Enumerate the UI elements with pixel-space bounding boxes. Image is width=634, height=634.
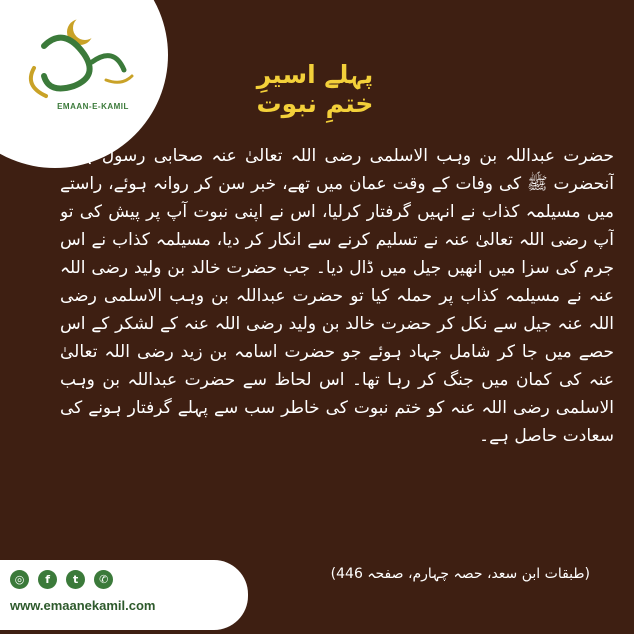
emaan-e-kamil-logo [4,6,144,106]
logo-caption: EMAAN-E-KAMIL [57,102,129,111]
whatsapp-icon[interactable]: ✆ [94,570,113,589]
instagram-icon[interactable]: ◎ [10,570,29,589]
twitter-icon[interactable]: t [66,570,85,589]
website-link[interactable]: www.emaanekamil.com [10,598,156,613]
facebook-icon[interactable]: f [38,570,57,589]
post-body: حضرت عبداللہ بن وہب الاسلمی رضی اللہ تعالیٰ عنہ صحابی رسول ہیں، آنحضرت ﷺ کی وفات کے وقت عمان میں تھے، خبر سن کر روانہ ہوئے، راستے میں مسیلمہ کذاب نے انہیں گرفتار کرلیا، اس نے اپنی نبوت آپ پر پیش کی تو آپ رضی اللہ تعالیٰ عنہ نے تسلیم کرنے سے انکار کر دیا، مسیلمہ کذاب نے اس جرم کی سزا میں انھیں جیل میں ڈال دیا۔ جب حضرت خالد بن ولید رضی اللہ عنہ نے مسیلمہ کذاب پر حملہ کیا تو حضرت عبداللہ بن وہب الاسلمی رضی اللہ عنہ جیل سے نکل کر حضرت خالد بن ولید رضی اللہ عنہ کے لشکر کے اس حصے میں جا کر شامل جہاد ہوئے جو حضرت اسامہ بن زید رضی اللہ تعالیٰ عنہ کی کمان میں جنگ کر رہا تھا۔ اس لحاظ سے حضرت عبداللہ بن وہب الاسلمی رضی اللہ عنہ کو ختم نبوت کی خاطر سب سے پہلے گرفتار ہونے کی سعادت حاصل ہے۔ [60,146,614,446]
social-links [10,570,117,590]
post-headline: پہلے اسیرِ ختمِ نبوت [256,60,374,118]
footer-bar [0,560,248,630]
citation: (طبقات ابن سعد، حصہ چہارم، صفحہ 446) [330,566,590,582]
